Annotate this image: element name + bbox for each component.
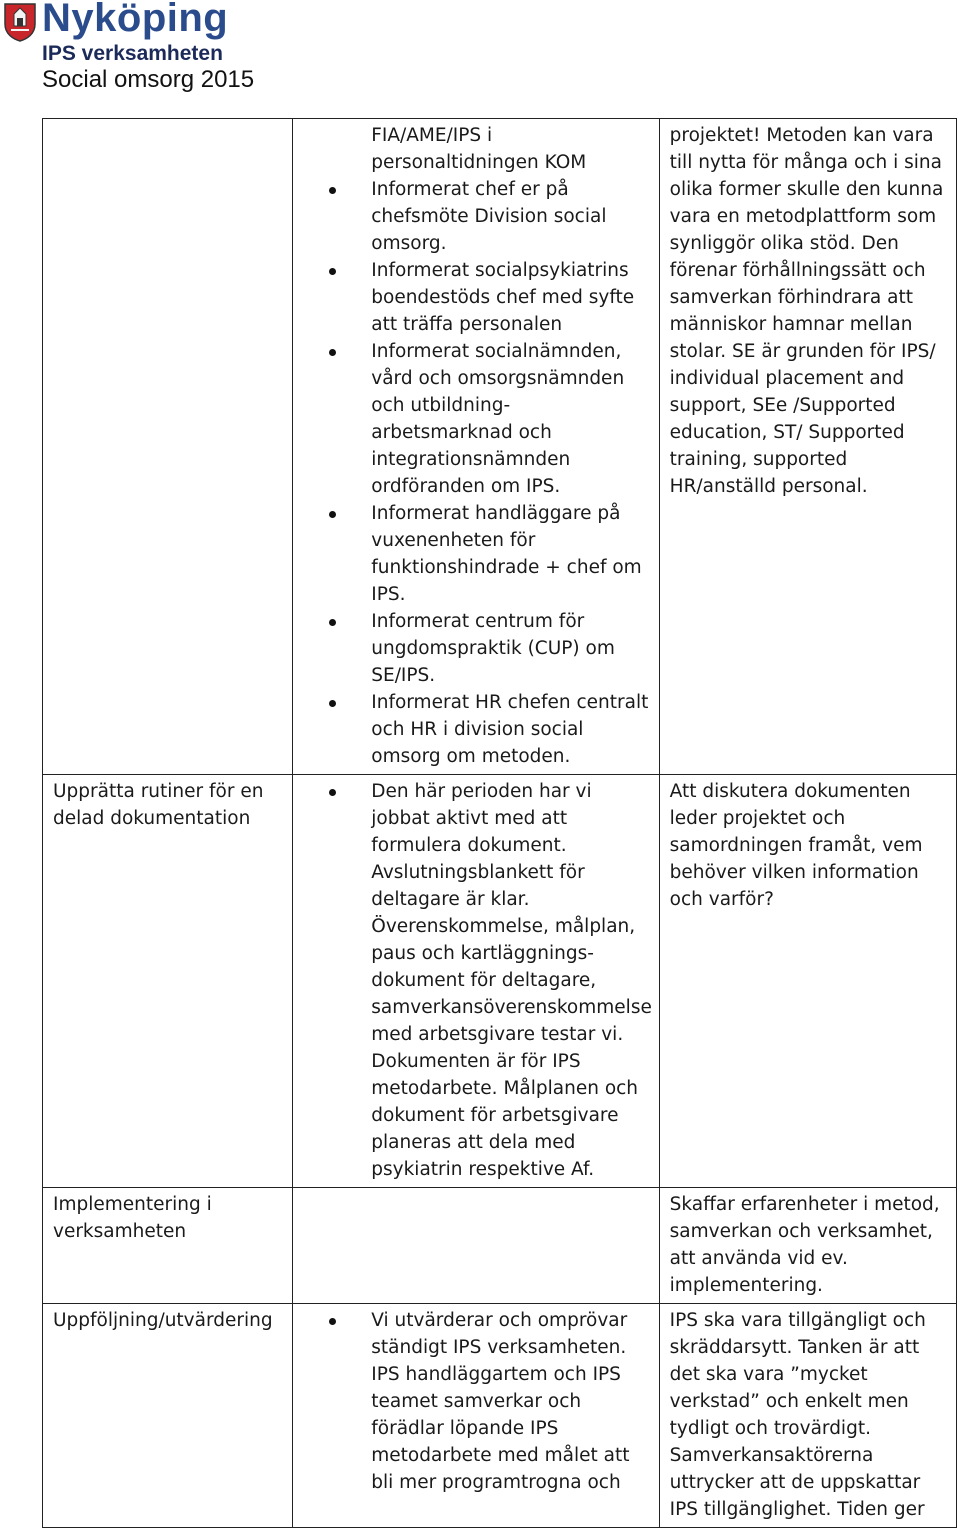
comment-cell <box>659 1304 956 1528</box>
municipal-crest-icon <box>3 2 37 42</box>
activity-item: Informerat centrum för ungdomspraktik (CUP) om SE/IPS. <box>303 608 648 689</box>
table-row <box>43 775 957 1188</box>
activity-item: Den här perioden har vi jobbat aktivt med att formulera dokument. Avslutningsblankett för deltagare är klar. Överenskommelse, målplan, paus och kartläggnings-dokument för deltagare, samverkansöverenskommelse med arbetsgivare testar vi. Dokumenten är för IPS metodarbete. Målplanen och dokument för arbetsgivare planeras att dela med psykiatrin respektive Af. <box>303 778 648 1183</box>
activity-item: Informerat socialnämnden, vård och omsorgsnämnden och utbildning-arbetsmarknad och integrationsnämnden ordföranden om IPS. <box>303 338 648 500</box>
activity-item: Vi utvärderar och omprövar ständigt IPS verksamheten. IPS handläggartem och IPS teamet samverkar och förädlar löpande IPS metodarbete med målet att bli mer programtrogna och <box>303 1307 648 1496</box>
comment-cell <box>659 1188 956 1304</box>
activity-item: Informerat socialpsykiatrins boendestöds chef med syfte att träffa personalen <box>303 257 648 338</box>
row-label-cell <box>43 775 293 1188</box>
unit-name: IPS verksamheten <box>42 42 223 65</box>
row-label-cell <box>43 1304 293 1528</box>
comment-text: Skaffar erfarenheter i metod, samverkan och verksamhet, att använda vid ev. implementering. <box>669 1194 940 1296</box>
activities-cell <box>293 775 659 1188</box>
activity-list <box>303 778 652 1183</box>
activity-item: Informerat handläggare på vuxenenheten för funktionshindrade + chef om IPS. <box>303 500 648 608</box>
comment-text: projektet! Metoden kan vara till nytta för många och i sina olika former skulle den kunna vara en metodplattform som synliggör olika stöd. Den förenar förhållningssätt och samverkan förhindrara att människor hamnar mellan stolar. SE är grunden för IPS/ individual placement and support, SEe /Supported education, ST/ Supported training, supported HR/anställd personal. <box>669 125 944 497</box>
activity-list <box>303 176 648 770</box>
activity-list <box>303 1307 648 1496</box>
row-label-cell <box>43 1188 293 1304</box>
activities-cell <box>293 1304 659 1528</box>
comment-text: Att diskutera dokumenten leder projektet och samordningen framåt, vem behöver vilken information och varför? <box>669 781 923 910</box>
comment-cell <box>659 119 956 775</box>
activity-item: Informerat HR chefen centralt och HR i division social omsorg om metoden. <box>303 689 648 770</box>
row-label: Upprätta rutiner för en delad dokumentation <box>53 781 264 829</box>
activities-cell <box>293 1188 659 1304</box>
table-row <box>43 119 957 775</box>
document-subtitle: Social omsorg 2015 <box>42 66 255 93</box>
activity-item: Informerat chef er på chefsmöte Division social omsorg. <box>303 176 648 257</box>
row-label: Uppföljning/utvärdering <box>53 1310 273 1331</box>
brand-name: Nyköping <box>42 0 229 40</box>
comment-text: IPS ska vara tillgängligt och skräddarsytt. Tanken är att det ska vara ”mycket verkstad” och enkelt men tydligt och trovärdigt. Samverkansaktörerna uttrycker att de uppskattar IPS tillgänglighet. Tiden ger <box>669 1310 926 1520</box>
row-label: Implementering i verksamheten <box>53 1194 212 1242</box>
table-row <box>43 1304 957 1528</box>
row-label-cell <box>43 119 293 775</box>
document-header <box>0 0 400 100</box>
activity-continuation: FIA/AME/IPS i personaltidningen KOM <box>371 125 587 173</box>
report-table <box>42 118 957 1528</box>
table-row <box>43 1188 957 1304</box>
comment-cell <box>659 775 956 1188</box>
activities-cell <box>293 119 659 775</box>
